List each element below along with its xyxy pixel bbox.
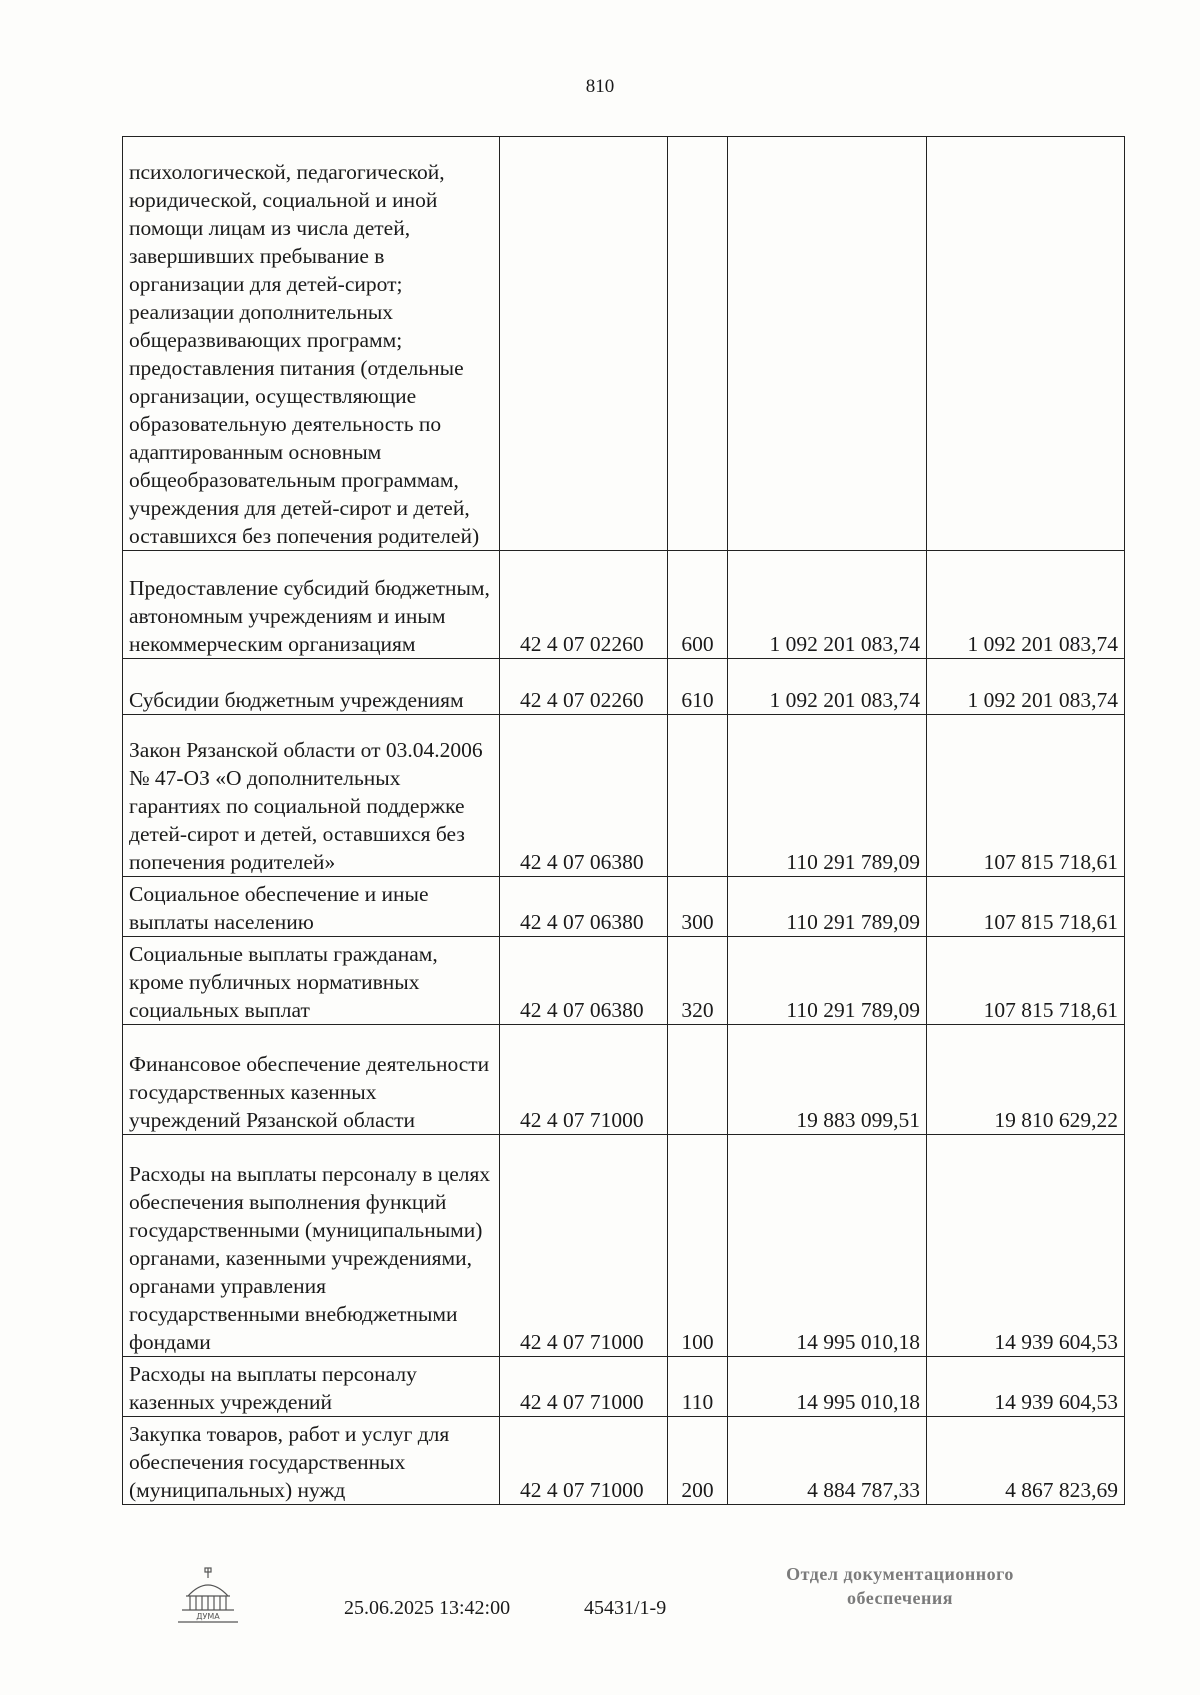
row-code: 42 4 07 71000 [500,1357,668,1417]
row-name: Закупка товаров, работ и услуг для обеспечения государственных (муниципальных) нужд [123,1417,500,1505]
row-type: 320 [668,937,728,1025]
row-type: 300 [668,877,728,937]
row-type [668,1025,728,1135]
row-value-1: 110 291 789,09 [728,715,927,877]
table-row [123,1417,1125,1505]
row-name: Социальное обеспечение и иные выплаты населению [123,877,500,937]
row-type: 110 [668,1357,728,1417]
row-value-2: 1 092 201 083,74 [927,659,1125,715]
table-row [123,1025,1125,1135]
row-value-1: 14 995 010,18 [728,1357,927,1417]
svg-text:ДУМА: ДУМА [196,1612,220,1621]
row-name: Субсидии бюджетным учреждениям [123,659,500,715]
table-row [123,877,1125,937]
table-row [123,137,1125,551]
row-type [668,137,728,551]
row-name: Предоставление субсидий бюджетным, автономным учреждениям и иным некоммерческим организациям [123,551,500,659]
row-code: 42 4 07 06380 [500,937,668,1025]
document-datetime: 25.06.2025 13:42:00 [344,1597,511,1619]
row-value-1: 4 884 787,33 [728,1417,927,1505]
row-code: 42 4 07 06380 [500,715,668,877]
budget-table [122,136,1125,1505]
row-value-1: 110 291 789,09 [728,937,927,1025]
table-row [123,1135,1125,1357]
row-value-2 [927,137,1125,551]
table-row [123,659,1125,715]
stamp-line-1: Отдел документационного [786,1564,1014,1584]
row-type: 100 [668,1135,728,1357]
row-value-1: 1 092 201 083,74 [728,551,927,659]
row-value-2: 107 815 718,61 [927,877,1125,937]
row-value-1: 1 092 201 083,74 [728,659,927,715]
table-row [123,551,1125,659]
row-type: 200 [668,1417,728,1505]
table-row [123,937,1125,1025]
row-code: 42 4 07 71000 [500,1025,668,1135]
document-number: 45431/1-9 [584,1597,667,1619]
row-value-1: 19 883 099,51 [728,1025,927,1135]
row-value-2: 4 867 823,69 [927,1417,1125,1505]
row-name: Социальные выплаты гражданам, кроме публичных нормативных социальных выплат [123,937,500,1025]
duma-building-emblem-icon [174,1566,242,1624]
row-value-1: 110 291 789,09 [728,877,927,937]
row-name: Расходы на выплаты персоналу казенных учреждений [123,1357,500,1417]
table-row [123,715,1125,877]
row-value-2: 14 939 604,53 [927,1357,1125,1417]
row-code: 42 4 07 06380 [500,877,668,937]
row-value-2: 19 810 629,22 [927,1025,1125,1135]
row-type: 610 [668,659,728,715]
row-code: 42 4 07 71000 [500,1417,668,1505]
row-type: 600 [668,551,728,659]
row-name: Закон Рязанской области от 03.04.2006 № 47-ОЗ «О дополнительных гарантиях по социальной поддержке детей-сирот и детей, оставшихся без попечения родителей» [123,715,500,877]
row-type [668,715,728,877]
row-value-1 [728,137,927,551]
page-number: 810 [585,76,615,97]
row-value-2: 107 815 718,61 [927,937,1125,1025]
row-value-2: 1 092 201 083,74 [927,551,1125,659]
row-name: Расходы на выплаты персоналу в целях обеспечения выполнения функций государственными (муниципальными) органами, казенными учреждениями, органами управления государственными внебюджетными фондами [123,1135,500,1357]
row-value-2: 107 815 718,61 [927,715,1125,877]
row-value-1: 14 995 010,18 [728,1135,927,1357]
row-name: Финансовое обеспечение деятельности государственных казенных учреждений Рязанской области [123,1025,500,1135]
row-code [500,137,668,551]
row-code: 42 4 07 02260 [500,659,668,715]
stamp-line-2: обеспечения [847,1588,953,1608]
row-code: 42 4 07 02260 [500,551,668,659]
row-code: 42 4 07 71000 [500,1135,668,1357]
row-name: психологической, педагогической, юридической, социальной и иной помощи лицам из числа детей, завершивших пребывание в организации для детей-сирот; реализации дополнительных общеразвивающих программ; предоставления питания (отдельные организации, осуществляющие образовательную деятельность по адаптированным основным общеобразовательным программам, учреждения для детей-сирот и детей, оставшихся без попечения родителей) [123,137,500,551]
department-stamp [740,1562,1060,1610]
table-row [123,1357,1125,1417]
row-value-2: 14 939 604,53 [927,1135,1125,1357]
